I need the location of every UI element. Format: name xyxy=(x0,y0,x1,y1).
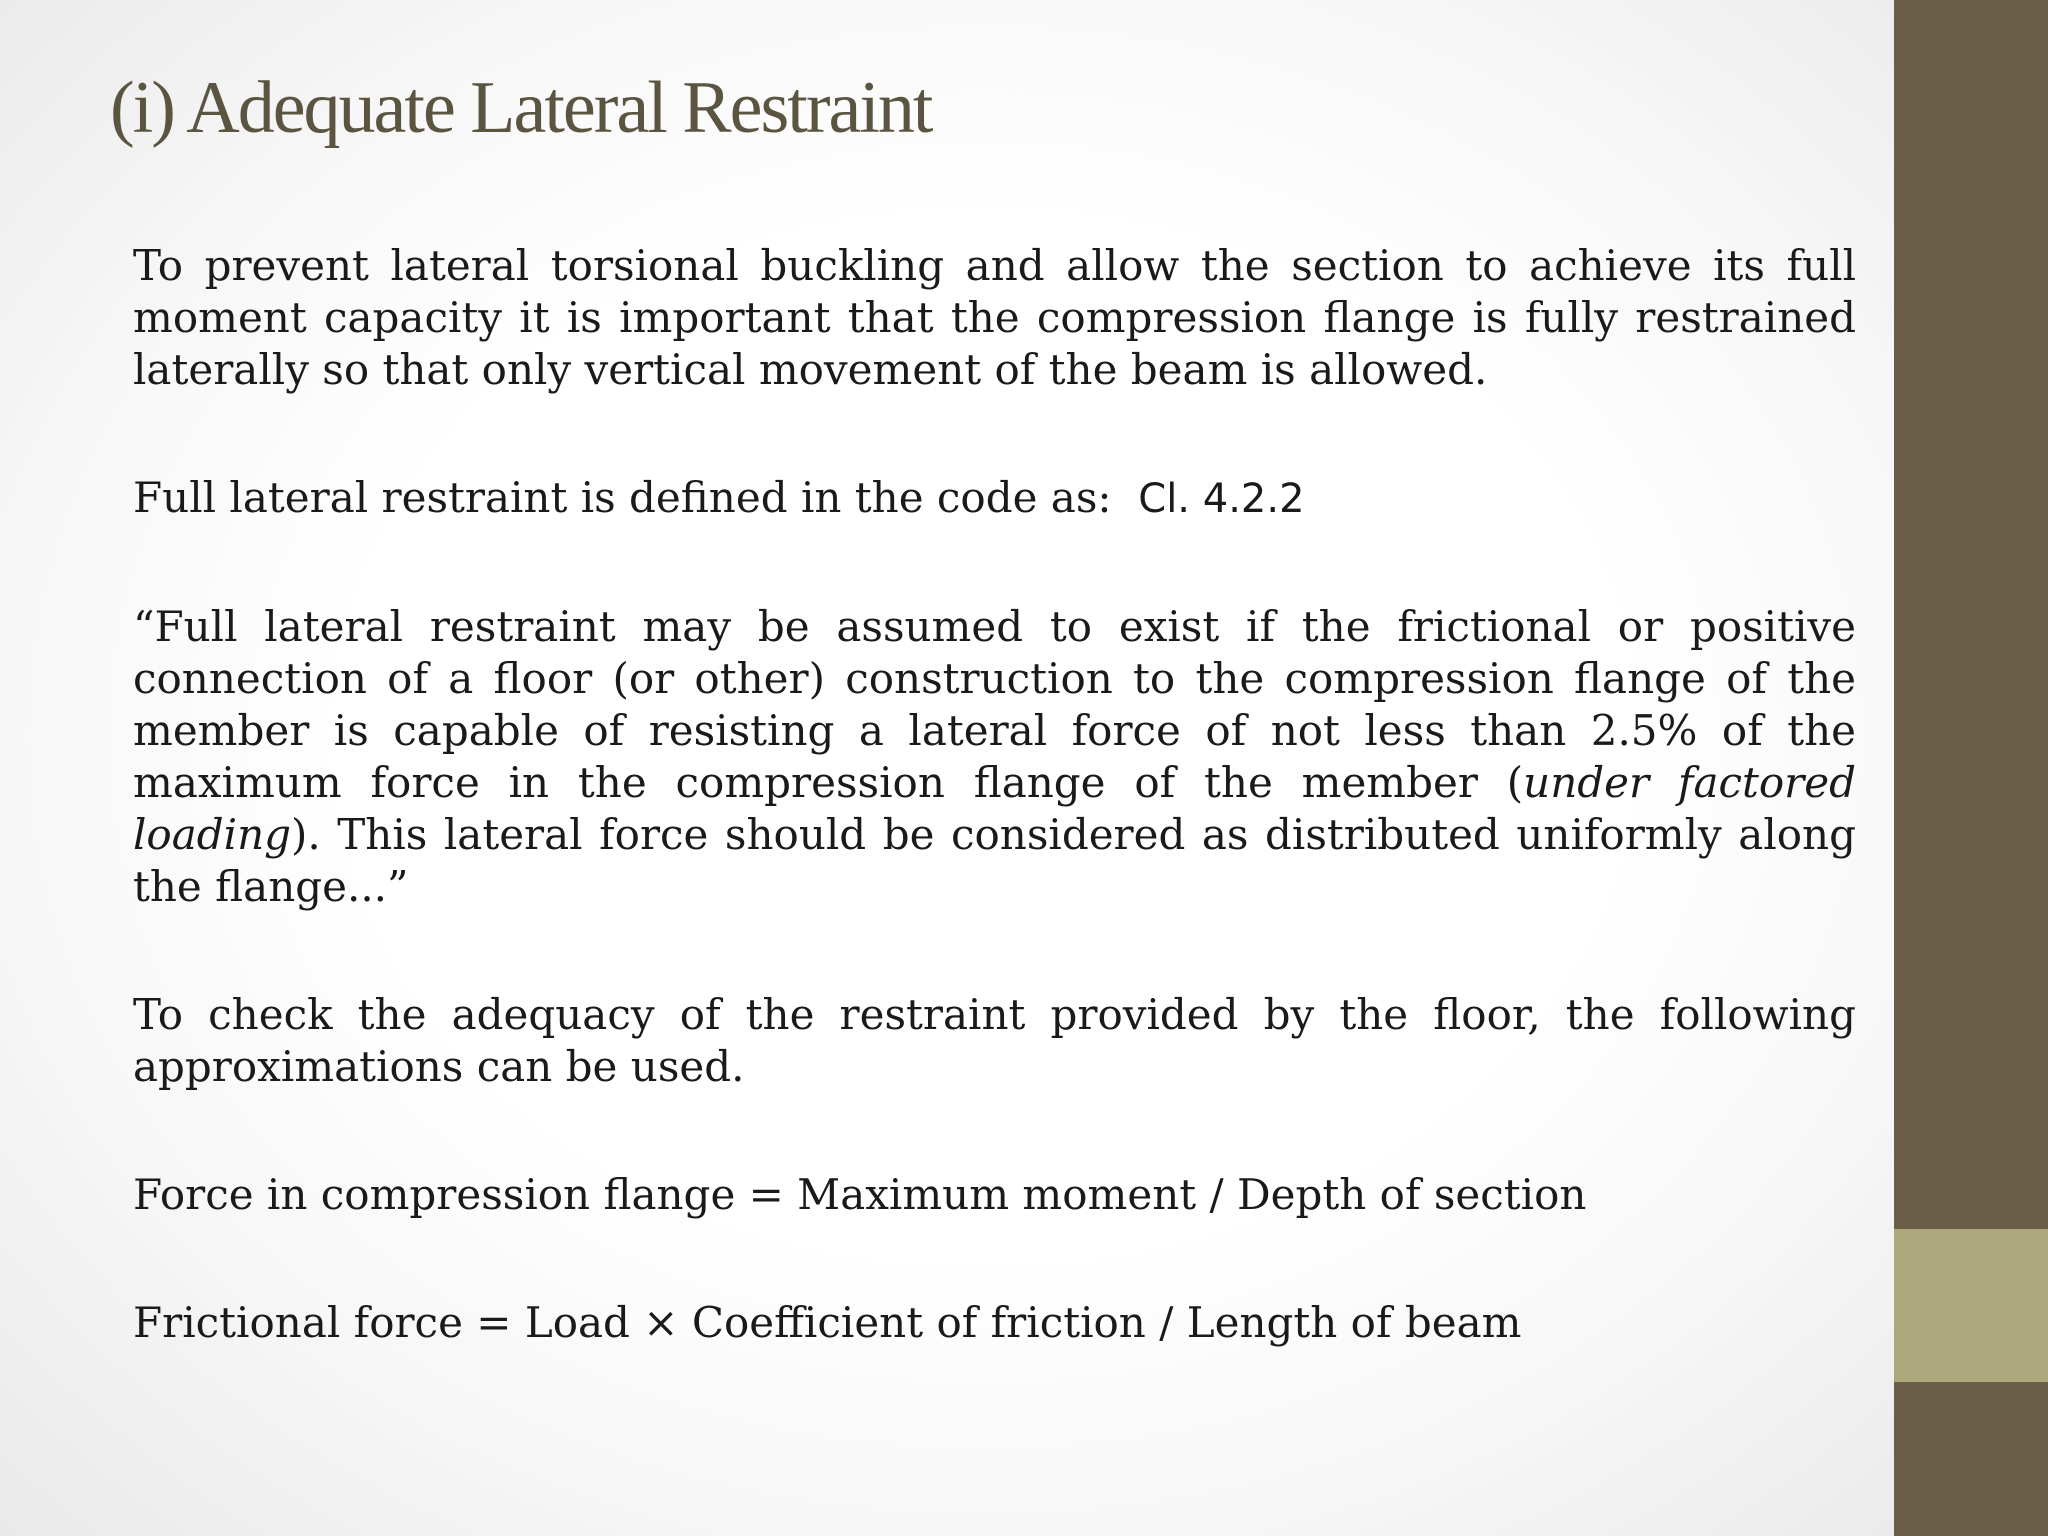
quote-text-part2: ). This lateral force should be considered as distributed uniformly along the flange...” xyxy=(133,810,1856,911)
intro-paragraph: To prevent lateral torsional buckling and allow the section to achieve its full moment capacity it is important that the compression flange is fully restrained laterally so that only vertical movement of the beam is allowed. xyxy=(133,241,1856,394)
check-paragraph: To check the adequacy of the restraint provided by the floor, the following approximations can be used. xyxy=(133,990,1856,1091)
formula-frictional-force: Frictional force = Load × Coefficient of friction / Length of beam xyxy=(133,1298,1522,1347)
slide-body xyxy=(133,240,1856,1349)
clause-reference: Cl. 4.2.2 xyxy=(1138,476,1305,522)
quote-italic-text: under factored loading xyxy=(133,758,1856,859)
definition-lead-text: Full lateral restraint is defined in the code as: xyxy=(133,473,1112,522)
code-quote-paragraph xyxy=(133,601,1856,913)
decorative-sidebar-accent xyxy=(1894,1229,2048,1382)
formula-compression-force: Force in compression flange = Maximum moment / Depth of section xyxy=(133,1170,1587,1219)
slide-title: (i) Adequate Lateral Restraint xyxy=(110,67,932,149)
definition-paragraph xyxy=(133,472,1856,525)
quote-text-part1: “Full lateral restraint may be assumed to exist if the frictional or positive connection of a floor (or other) construction to the compression flange of the member is capable of resisting a lateral force of not less than 2.5% of the maximum force in the compression flange of the member ( xyxy=(133,602,1856,807)
